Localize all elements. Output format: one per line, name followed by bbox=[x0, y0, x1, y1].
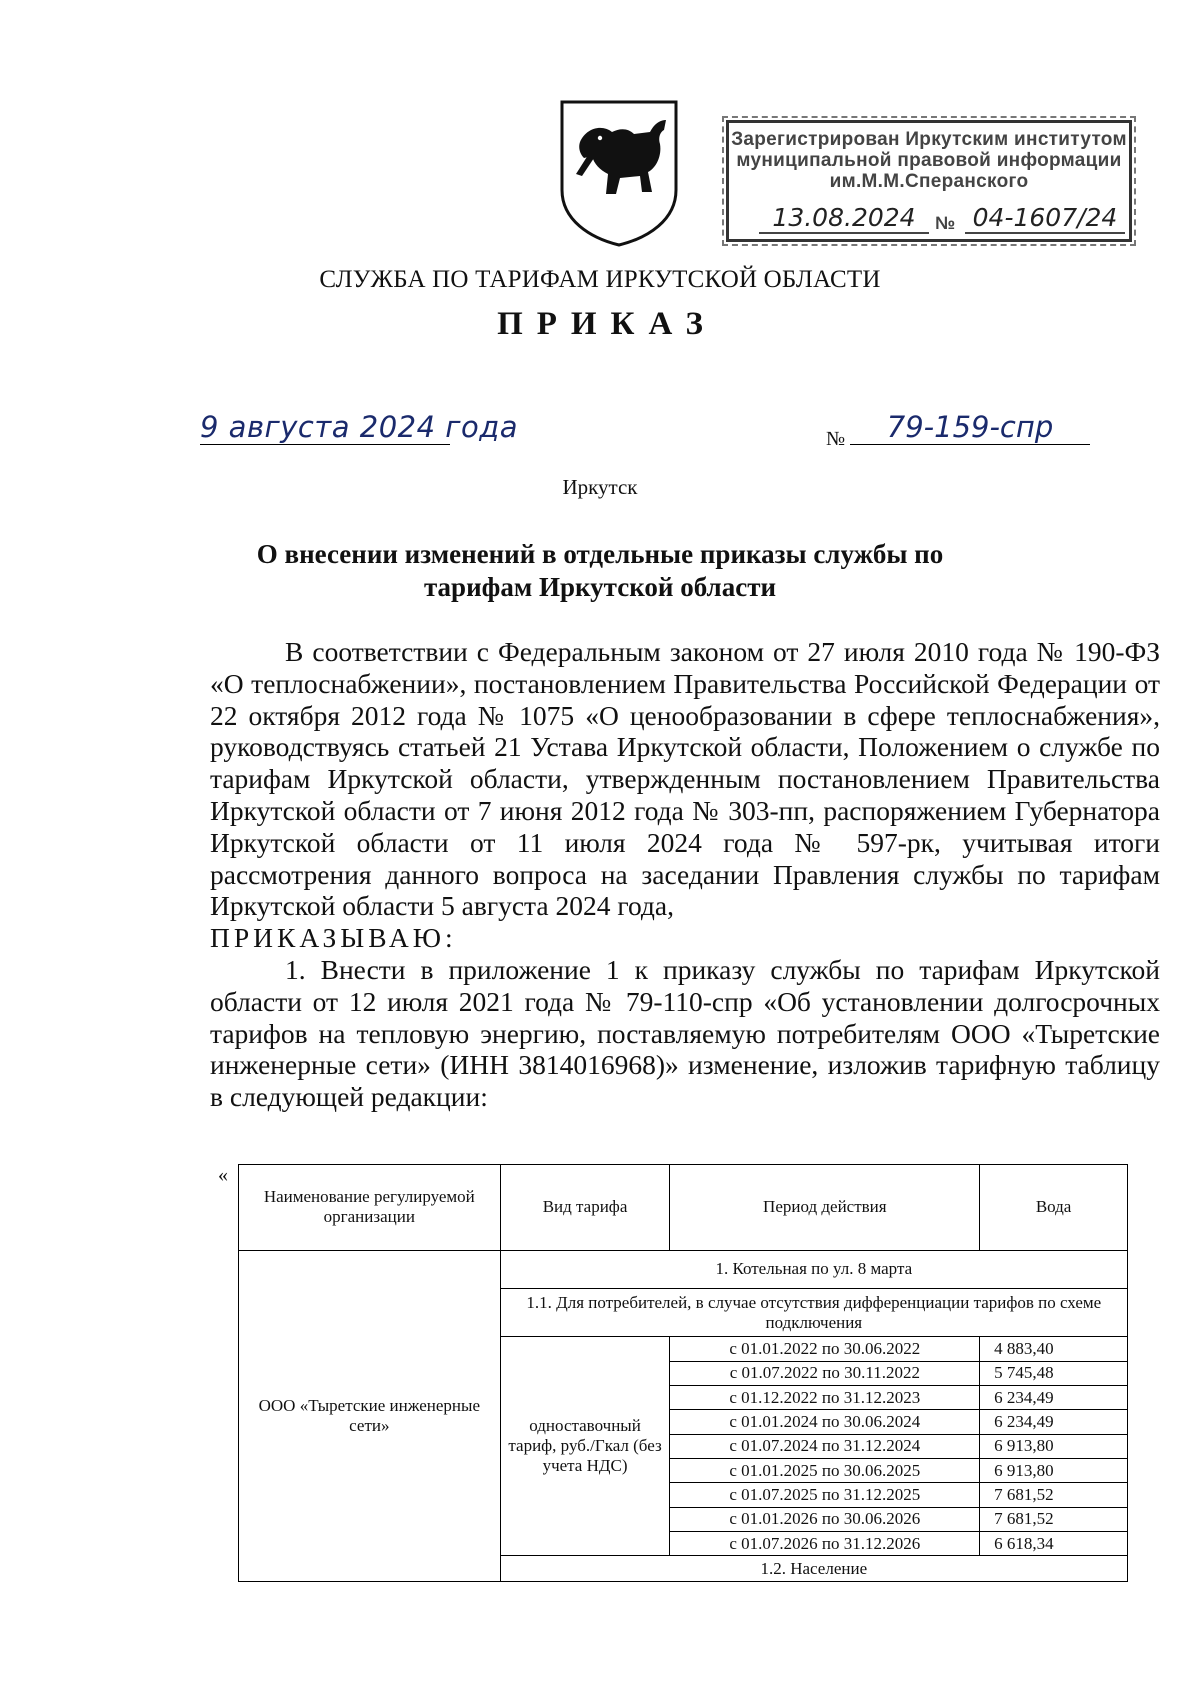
organization-cell: ООО «Тыретские инженерные сети» bbox=[239, 1250, 501, 1581]
stamp-line-1: Зарегистрирован Иркутским институтом bbox=[731, 129, 1127, 150]
value-cell: 6 618,34 bbox=[980, 1532, 1128, 1556]
table-header-row bbox=[239, 1165, 1128, 1251]
opening-quote: « bbox=[218, 1164, 228, 1186]
order-number: 79-159-спр bbox=[850, 410, 1090, 445]
value-cell: 4 883,40 bbox=[980, 1337, 1128, 1361]
document-title: О внесении изменений в отдельные приказы службы по тарифам Иркутской области bbox=[256, 539, 944, 602]
value-cell: 6 913,80 bbox=[980, 1459, 1128, 1483]
coat-of-arms-icon bbox=[556, 98, 682, 248]
period-cell: с 01.01.2024 по 30.06.2024 bbox=[670, 1410, 980, 1434]
document-body bbox=[210, 636, 1160, 1113]
header-organization: Наименование регулируемой организации bbox=[239, 1165, 501, 1251]
subsection-1-cell: 1.1. Для потребителей, в случае отсутствия дифференциации тарифов по схеме подключения bbox=[500, 1288, 1127, 1337]
period-cell: с 01.01.2026 по 30.06.2026 bbox=[670, 1507, 980, 1531]
period-cell: с 01.07.2022 по 30.11.2022 bbox=[670, 1361, 980, 1385]
city: Иркутск bbox=[562, 475, 638, 499]
order-number-label: № bbox=[826, 428, 846, 450]
stamp-line-2: муниципальной правовой информации bbox=[736, 150, 1122, 171]
stamp-number: 04-1607/24 bbox=[965, 203, 1125, 234]
value-cell: 7 681,52 bbox=[980, 1483, 1128, 1507]
value-cell: 7 681,52 bbox=[980, 1507, 1128, 1531]
value-cell: 6 234,49 bbox=[980, 1386, 1128, 1410]
header-period: Период действия bbox=[670, 1165, 980, 1251]
order-date: 9 августа 2024 года bbox=[200, 410, 519, 444]
agency-name: СЛУЖБА ПО ТАРИФАМ ИРКУТСКОЙ ОБЛАСТИ bbox=[319, 266, 881, 293]
header-water: Вода bbox=[980, 1165, 1128, 1251]
period-cell: с 01.07.2026 по 31.12.2026 bbox=[670, 1532, 980, 1556]
subsection-2-cell: 1.2. Население bbox=[500, 1556, 1127, 1582]
stamp-date: 13.08.2024 bbox=[759, 203, 929, 234]
period-cell: с 01.01.2022 по 30.06.2022 bbox=[670, 1337, 980, 1361]
tariff-table bbox=[238, 1164, 1128, 1582]
stamp-registration-row bbox=[739, 203, 1119, 237]
document-type: ПРИКАЗ bbox=[497, 306, 717, 342]
registration-stamp bbox=[726, 120, 1132, 242]
stamp-line-3: им.М.М.Сперанского bbox=[829, 171, 1029, 192]
value-cell: 6 234,49 bbox=[980, 1410, 1128, 1434]
period-cell: с 01.01.2025 по 30.06.2025 bbox=[670, 1459, 980, 1483]
period-cell: с 01.07.2024 по 31.12.2024 bbox=[670, 1434, 980, 1458]
value-cell: 5 745,48 bbox=[980, 1361, 1128, 1385]
header-tariff-type: Вид тарифа bbox=[500, 1165, 670, 1251]
item-1-paragraph: 1. Внести в приложение 1 к приказу службы по тарифам Иркутской области от 12 июля 2021 года № 79-110-спр «Об установлении долгосрочных тарифов на тепловую энергию, поставляемую потребителям ООО «Тыретские инженерные сети» (ИНН 3814016968)» изменение, изложив тарифную таблицу в следующей редакции: bbox=[210, 953, 1160, 1113]
order-word: ПРИКАЗЫВАЮ: bbox=[210, 922, 457, 954]
tariff-type-cell: одноставочный тариф, руб./Гкал (без учета НДС) bbox=[500, 1337, 670, 1556]
value-cell: 6 913,80 bbox=[980, 1434, 1128, 1458]
stamp-number-label: № bbox=[935, 213, 956, 233]
period-cell: с 01.12.2022 по 31.12.2023 bbox=[670, 1386, 980, 1410]
section-1-cell: 1. Котельная по ул. 8 марта bbox=[500, 1250, 1127, 1288]
period-cell: с 01.07.2025 по 31.12.2025 bbox=[670, 1483, 980, 1507]
preamble-paragraph: В соответствии с Федеральным законом от 27 июля 2010 года № 190-ФЗ «О теплоснабжении», постановлением Правительства Российской Федерации от 22 октября 2012 года № 1075 «О ценообразовании в сфере теплоснабжения», руководствуясь статьей 21 Устава Иркутской области, Положением о службе по тарифам Иркутской области, утвержденным постановлением Правительства Иркутской области от 7 июня 2012 года № 303-пп, распоряжением Губернатора Иркутской области от 11 июля 2024 года № 597-рк, учитывая итоги рассмотрения данного вопроса на заседании Правления службы по тарифам Иркутской области 5 августа 2024 года, bbox=[210, 636, 1160, 922]
table-row bbox=[239, 1250, 1128, 1288]
